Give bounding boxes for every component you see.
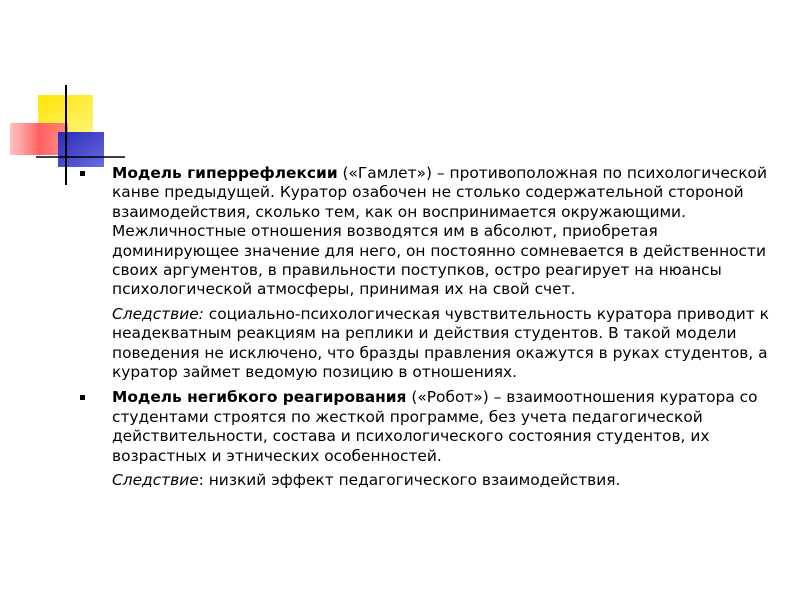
consequence-hyperreflexion bbox=[80, 305, 780, 383]
consequence-label: Следствие: bbox=[112, 304, 204, 323]
bullet-square-icon bbox=[80, 395, 85, 400]
consequence-rigid-response bbox=[80, 471, 780, 490]
item-text: («Гамлет») – противоположная по психологической канве предыдущей. Куратор озабочен не столько содержательной стороной взаимодействия, сколько тем, как он воспринимается окружающими. Межличностные отношения возводятся им в абсолют, приобретая доминирующее значение для него, он постоянно сомневается в действенности своих аргументов, в правильности поступков, остро реагирует на нюансы психологической атмосферы, принимая их на свой счет. bbox=[112, 164, 767, 299]
item-title: Модель негибкого реагирования bbox=[112, 388, 407, 407]
consequence-text: : низкий эффект педагогического взаимодействия. bbox=[198, 471, 621, 490]
item-title: Модель гиперрефлексии bbox=[112, 164, 338, 182]
bullet-item-hyperreflexion bbox=[80, 164, 780, 300]
decorative-squares-logo bbox=[0, 0, 130, 190]
bullet-square-icon bbox=[80, 171, 85, 176]
bullet-item-rigid-response bbox=[80, 388, 780, 466]
slide-content bbox=[80, 164, 780, 491]
blue-square bbox=[58, 132, 104, 167]
consequence-label: Следствие bbox=[112, 471, 199, 490]
item-text: («Робот») – взаимоотношения куратора со студентами строятся по жесткой программе, без учета педагогической действительности, состава и психологического состояния студентов, их возрастных и этнических особенностей. bbox=[112, 388, 758, 465]
consequence-text: социально-психологическая чувствительность куратора приводит к неадекватным реакциям на реплики и действия студентов. В такой модели поведения не исключено, что бразды правления окажутся в руках студентов, а куратор займет ведомую позицию в отношениях. bbox=[112, 304, 769, 382]
